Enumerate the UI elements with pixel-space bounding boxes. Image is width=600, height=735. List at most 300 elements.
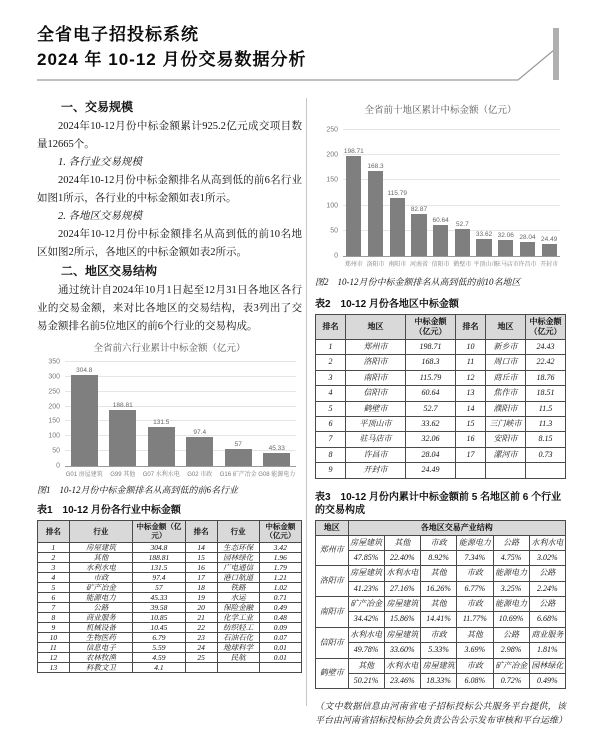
- region-industry-row: [316, 535, 566, 550]
- bar: [148, 427, 175, 466]
- section-heading-2: 二、地区交易结构: [61, 264, 158, 278]
- table-row: [38, 662, 302, 672]
- table-cell: 2: [316, 355, 346, 370]
- table-cell: 12: [456, 370, 486, 385]
- table-row: [38, 552, 302, 562]
- table-cell: [456, 463, 486, 478]
- percent-cell: 49.78%: [348, 643, 384, 658]
- column-header: 中标金额（亿元）: [259, 521, 301, 543]
- percent-cell: 0.49%: [529, 674, 565, 689]
- column-header: 中标金额（亿元）: [526, 315, 566, 340]
- region-industry-row: [316, 566, 566, 581]
- industry-cell: 公路: [493, 535, 529, 550]
- industry-cell: 房屋建筑: [421, 658, 457, 673]
- bar-value-label: 28.04: [519, 233, 536, 241]
- table-cell: 21: [185, 612, 217, 622]
- table-cell: 矿产冶金: [69, 582, 132, 592]
- table-cell: 16: [185, 562, 217, 572]
- table-row: [38, 562, 302, 572]
- bar: [71, 375, 98, 466]
- table-row: [38, 582, 302, 592]
- table-row: [38, 632, 302, 642]
- bar-slot: [495, 130, 517, 256]
- data-source-footnote: （文中数据信息由河南省电子招标投标公共服务平台提供，该平台由河南省招标投标协会负责公告公示发布审核和平台运维）: [315, 701, 568, 726]
- table-header-row: [316, 315, 566, 340]
- industry-cell: 能源电力: [493, 597, 529, 612]
- paragraph-region: 2024年10-12月份中标金额排名从高到低的前10名地区如图2所示，各地区的中标金额如表2所示。: [37, 229, 302, 258]
- column-header: 中标金额（亿元）: [406, 315, 456, 340]
- table-row: [316, 447, 566, 462]
- region-industry-row: [316, 597, 566, 612]
- bar-category-label: 鹤壁市: [453, 262, 472, 268]
- percent-cell: 18.33%: [421, 674, 457, 689]
- table-cell: 3: [38, 562, 70, 572]
- bar-category-label: 郑州市: [344, 262, 363, 268]
- bar: [346, 156, 361, 256]
- column-header: 排名: [456, 315, 486, 340]
- percent-cell: 22.40%: [384, 550, 420, 565]
- table-cell: 平顶山市: [346, 416, 406, 431]
- table-cell: 6.79: [133, 632, 186, 642]
- table-cell: 24.43: [526, 340, 566, 355]
- y-tick-label: 50: [330, 227, 338, 235]
- percent-cell: 14.41%: [421, 612, 457, 627]
- bar: [433, 225, 448, 256]
- table-cell: 14: [185, 542, 217, 552]
- column-divider: [306, 98, 307, 706]
- chart-title: 全省前六行业累计中标金额（亿元）: [93, 343, 246, 354]
- table-cell: 13: [38, 662, 70, 672]
- percent-cell: 3.25%: [493, 581, 529, 596]
- industry-cell: 公路: [529, 566, 565, 581]
- table-cell: 6: [316, 416, 346, 431]
- table-row: [38, 612, 302, 622]
- table-cell: 9: [316, 463, 346, 478]
- table-cell: 地球科学: [217, 642, 259, 652]
- industry-cell: 商业服务: [529, 627, 565, 642]
- table-cell: 22: [185, 622, 217, 632]
- table-cell: 化学工业: [217, 612, 259, 622]
- table-cell: 南阳市: [346, 370, 406, 385]
- percent-cell: 0.72%: [493, 674, 529, 689]
- table-cell: 能源电力: [69, 592, 132, 602]
- table-cell: 17: [185, 572, 217, 582]
- table-cell: 生物医药: [69, 632, 132, 642]
- bar-value-label: 131.5: [153, 418, 170, 426]
- percent-cell: 27.16%: [384, 581, 420, 596]
- table-cell: 信阳市: [346, 386, 406, 401]
- table-cell: 9: [38, 622, 70, 632]
- table-cell: 10: [456, 340, 486, 355]
- column-header: 排名: [316, 315, 346, 340]
- industry-cell: 市政: [457, 566, 493, 581]
- industry-cell: 房屋建筑: [348, 566, 384, 581]
- table-cell: 园林绿化: [217, 552, 259, 562]
- table-cell: 22.42: [526, 355, 566, 370]
- bar: [455, 229, 470, 256]
- industry-amount-table: [37, 520, 302, 673]
- bar: [520, 242, 535, 256]
- bars: [65, 362, 296, 466]
- bar-category-label: 驻马店市: [494, 262, 519, 268]
- industry-cell: 能源电力: [493, 566, 529, 581]
- table-cell: 23: [185, 632, 217, 642]
- table-cell: 市政: [69, 572, 132, 582]
- table-cell: 33.62: [406, 416, 456, 431]
- paragraph-scale: 2024年10-12月份中标金额累计925.2亿元成交项目数量12665个。: [37, 121, 302, 150]
- bar-slot: [408, 130, 430, 256]
- table-cell: 24: [185, 642, 217, 652]
- percent-cell: 47.85%: [348, 550, 384, 565]
- table-cell: 1.96: [259, 552, 301, 562]
- industry-cell: 房屋建筑: [384, 597, 420, 612]
- table-row: [38, 592, 302, 602]
- region-name-cell: 南阳市: [316, 597, 349, 628]
- region-name-cell: 鹤壁市: [316, 658, 349, 689]
- table-cell: 1.02: [259, 582, 301, 592]
- bar-category-label: G01 房屋建筑: [65, 472, 103, 478]
- region-industry-row: [316, 658, 566, 673]
- percent-cell: 15.86%: [384, 612, 420, 627]
- bar-category-label: G08 能源电力: [258, 472, 296, 478]
- y-tick-label: 0: [56, 462, 60, 470]
- region-industry-row: [316, 627, 566, 642]
- industry-bar-chart: [37, 340, 302, 478]
- table-cell: 许昌市: [346, 447, 406, 462]
- bar-value-label: 304.8: [76, 367, 93, 375]
- table-cell: 石油石化: [217, 632, 259, 642]
- table-cell: 生态环保: [217, 542, 259, 552]
- section-heading-1: 一、交易规模: [61, 100, 134, 114]
- bar-slot: [142, 362, 181, 466]
- table-row: [316, 463, 566, 478]
- bar-value-label: 60.64: [432, 217, 449, 225]
- table-cell: 198.71: [406, 340, 456, 355]
- industry-cell: 水利水电: [348, 627, 384, 642]
- column-header: 地区: [346, 315, 406, 340]
- paragraph-industry: 2024年10-12月份中标金额排名从高到低的前6名行业如图1所示，各行业的中标金额如表1所示。: [37, 175, 302, 204]
- table-cell: 商丘市: [486, 370, 526, 385]
- y-tick-label: 0: [334, 252, 338, 260]
- bar-slot: [473, 130, 495, 256]
- region-name-cell: 洛阳市: [316, 566, 349, 597]
- table-cell: 24.49: [406, 463, 456, 478]
- table-cell: [185, 662, 217, 672]
- table-cell: 农林牧渔: [69, 652, 132, 662]
- percent-cell: 16.26%: [421, 581, 457, 596]
- column-header: 地区: [316, 520, 349, 535]
- bar-value-label: 115.79: [387, 189, 407, 197]
- table-cell: 188.81: [133, 552, 186, 562]
- table-cell: 0.01: [259, 652, 301, 662]
- bar-category-label: G02 市政: [187, 472, 213, 478]
- table-cell: 16: [456, 432, 486, 447]
- table-cell: 信息电子: [69, 642, 132, 652]
- chart-plot-area: [326, 126, 560, 260]
- column-header: 各地区交易产业结构: [348, 520, 566, 535]
- table-cell: 1.21: [259, 572, 301, 582]
- bar-category-label: 洛阳市: [366, 262, 385, 268]
- table-cell: 60.64: [406, 386, 456, 401]
- table-cell: 10: [38, 632, 70, 642]
- table-row: [316, 401, 566, 416]
- table-row: [38, 602, 302, 612]
- bar-value-label: 168.3: [367, 163, 384, 171]
- bar: [368, 171, 383, 256]
- industry-cell: 水利水电: [384, 658, 420, 673]
- region-amount-table: [315, 314, 566, 479]
- table-cell: 20: [185, 602, 217, 612]
- table-row: [316, 432, 566, 447]
- table-header-row: [316, 520, 566, 535]
- table-cell: 25: [185, 652, 217, 662]
- chart-plot-area: [48, 358, 296, 470]
- industry-cell: 其他: [421, 566, 457, 581]
- bar-value-label: 33.62: [475, 231, 493, 239]
- subsection-heading-industry: 1. 各行业交易规模: [58, 157, 142, 168]
- column-header: 中标金额（亿元）: [133, 521, 186, 543]
- bar-category-label: 南阳市: [388, 262, 407, 268]
- industry-cell: 市政: [421, 627, 457, 642]
- y-tick-label: 100: [326, 202, 338, 210]
- region-industry-structure-table: [315, 520, 566, 690]
- page-title-line2: 2024 年 10-12 月份交易数据分析: [37, 50, 307, 69]
- table-cell: 安阳市: [486, 432, 526, 447]
- table-cell: 其他: [69, 552, 132, 562]
- region-percent-row: [316, 581, 566, 596]
- table-cell: 11.5: [526, 401, 566, 416]
- chart-category-axis: [343, 259, 560, 268]
- bar: [390, 198, 405, 256]
- industry-cell: 公路: [529, 597, 565, 612]
- table-row: [38, 572, 302, 582]
- region-bar-chart: [315, 102, 566, 268]
- bar-slot: [430, 130, 452, 256]
- table-cell: 18.76: [526, 370, 566, 385]
- bar-value-label: 188.81: [112, 401, 133, 409]
- table-cell: 28.04: [406, 447, 456, 462]
- table-cell: 5: [316, 401, 346, 416]
- industry-cell: 其他: [384, 535, 420, 550]
- industry-cell: 公路: [493, 627, 529, 642]
- table-cell: 0.48: [259, 612, 301, 622]
- table-cell: 7: [38, 602, 70, 612]
- table-cell: 10.85: [133, 612, 186, 622]
- table-cell: 3: [316, 370, 346, 385]
- table-cell: 11: [38, 642, 70, 652]
- bar-category-label: 开封市: [540, 262, 559, 268]
- table-cell: 新乡市: [486, 340, 526, 355]
- bar: [263, 453, 290, 466]
- table-cell: 民航: [217, 652, 259, 662]
- bar-slot: [365, 130, 387, 256]
- table-cell: 纺织轻工: [217, 622, 259, 632]
- column-header: 行业: [69, 521, 132, 543]
- bar-category-label: 信阳市: [431, 262, 450, 268]
- table-cell: 18.51: [526, 386, 566, 401]
- table3-title: 表3 10-12 月份内累计中标金额前 5 名地区前 6 个行业的交易构成: [315, 491, 562, 516]
- table-cell: 广电通信: [217, 562, 259, 572]
- table-row: [316, 355, 566, 370]
- bar-value-label: 45.33: [268, 444, 285, 452]
- bar-slot: [538, 130, 560, 256]
- table-cell: 32.06: [406, 432, 456, 447]
- y-tick-label: 200: [48, 403, 60, 411]
- table-cell: 5.59: [133, 642, 186, 652]
- industry-cell: 其他: [421, 597, 457, 612]
- table-row: [38, 652, 302, 662]
- table-cell: 5: [38, 582, 70, 592]
- bar: [109, 410, 136, 466]
- table-cell: 7: [316, 432, 346, 447]
- percent-cell: 7.34%: [457, 550, 493, 565]
- bar-slot: [517, 130, 539, 256]
- table-cell: 鹤壁市: [346, 401, 406, 416]
- percent-cell: 6.08%: [457, 674, 493, 689]
- bar-slot: [343, 130, 365, 256]
- table-cell: 开封市: [346, 463, 406, 478]
- bar-slot: [181, 362, 220, 466]
- percent-cell: 6.68%: [529, 612, 565, 627]
- table-cell: 水利水电: [69, 562, 132, 572]
- table-cell: 0.07: [259, 632, 301, 642]
- table-cell: 115.79: [406, 370, 456, 385]
- industry-cell: 矿产冶金: [348, 597, 384, 612]
- bar-slot: [65, 362, 104, 466]
- bar-slot: [258, 362, 297, 466]
- y-tick-label: 250: [48, 388, 60, 396]
- bar-slot: [452, 130, 474, 256]
- industry-cell: 市政: [421, 535, 457, 550]
- table-row: [316, 416, 566, 431]
- percent-cell: 3.02%: [529, 550, 565, 565]
- table-cell: 11.3: [526, 416, 566, 431]
- bar-category-label: 河南省: [409, 262, 428, 268]
- table-cell: 0.09: [259, 622, 301, 632]
- table-cell: 131.5: [133, 562, 186, 572]
- y-tick-label: 100: [48, 432, 60, 440]
- table-cell: 房屋建筑: [69, 542, 132, 552]
- percent-cell: 10.69%: [493, 612, 529, 627]
- bar-slot: [104, 362, 143, 466]
- bar: [186, 437, 213, 466]
- table-cell: 洛阳市: [346, 355, 406, 370]
- table-cell: 17: [456, 447, 486, 462]
- bar: [225, 449, 252, 466]
- percent-cell: 23.46%: [384, 674, 420, 689]
- table-header-row: [38, 521, 302, 543]
- table1-title: 表1 10-12 月份各行业中标金额: [37, 505, 181, 516]
- bar-value-label: 52.7: [456, 221, 469, 229]
- table-cell: 港口航道: [217, 572, 259, 582]
- industry-cell: 房屋建筑: [384, 627, 420, 642]
- column-header: 排名: [38, 521, 70, 543]
- table-cell: [217, 662, 259, 672]
- table-cell: 10.45: [133, 622, 186, 632]
- percent-cell: 1.81%: [529, 643, 565, 658]
- table-cell: 漯河市: [486, 447, 526, 462]
- region-percent-row: [316, 612, 566, 627]
- table-cell: 三门峡市: [486, 416, 526, 431]
- y-tick-label: 350: [48, 358, 60, 366]
- table-cell: 6: [38, 592, 70, 602]
- table-row: [316, 370, 566, 385]
- table-cell: 57: [133, 582, 186, 592]
- table-cell: 3.42: [259, 542, 301, 552]
- table-cell: 0.71: [259, 592, 301, 602]
- bar-category-label: G07 水利水电: [142, 472, 180, 478]
- industry-cell: 能源电力: [457, 535, 493, 550]
- table-cell: 12: [38, 652, 70, 662]
- region-percent-row: [316, 643, 566, 658]
- percent-cell: 34.42%: [348, 612, 384, 627]
- table-cell: 4: [316, 386, 346, 401]
- table-cell: 机械设备: [69, 622, 132, 632]
- bar-category-label: G16 矿产冶金: [219, 472, 257, 478]
- bar-category-label: 平顶山市: [473, 262, 498, 268]
- table-cell: 11: [456, 355, 486, 370]
- table-cell: 15: [456, 416, 486, 431]
- table-cell: 4: [38, 572, 70, 582]
- table-cell: 97.4: [133, 572, 186, 582]
- industry-cell: 市政: [457, 658, 493, 673]
- table-cell: 13: [456, 386, 486, 401]
- bar-slot: [219, 362, 258, 466]
- percent-cell: 2.98%: [493, 643, 529, 658]
- bars: [343, 130, 560, 256]
- region-percent-row: [316, 550, 566, 565]
- table-cell: 保险金融: [217, 602, 259, 612]
- table-cell: 1.79: [259, 562, 301, 572]
- bar-value-label: 32.06: [497, 231, 514, 239]
- bar-value-label: 198.71: [343, 147, 364, 155]
- bar: [476, 239, 491, 256]
- industry-cell: 园林绿化: [529, 658, 565, 673]
- table-cell: 8: [38, 612, 70, 622]
- table-cell: 商业服务: [69, 612, 132, 622]
- table-row: [38, 622, 302, 632]
- table-cell: 14: [456, 401, 486, 416]
- region-name-cell: 郑州市: [316, 535, 349, 566]
- table-cell: 铁路: [217, 582, 259, 592]
- column-header: 地区: [486, 315, 526, 340]
- industry-cell: 水利水电: [529, 535, 565, 550]
- bar-value-label: 97.4: [193, 429, 207, 437]
- industry-cell: 其他: [348, 658, 384, 673]
- table-cell: 0.49: [259, 602, 301, 612]
- table-cell: 0.73: [526, 447, 566, 462]
- table-cell: 304.8: [133, 542, 186, 552]
- table-cell: [526, 463, 566, 478]
- table-cell: 45.33: [133, 592, 186, 602]
- table-cell: 郑州市: [346, 340, 406, 355]
- region-percent-row: [316, 674, 566, 689]
- industry-cell: 市政: [457, 597, 493, 612]
- table-cell: 驻马店市: [346, 432, 406, 447]
- percent-cell: 3.69%: [457, 643, 493, 658]
- column-header: 行业: [217, 521, 259, 543]
- y-tick-label: 50: [52, 447, 60, 455]
- figure1-caption: 图1 10-12月份中标金额排名从高到低的前6名行业: [37, 485, 238, 495]
- y-tick-label: 150: [326, 176, 338, 184]
- percent-cell: 11.77%: [457, 612, 493, 627]
- bar-value-label: 24.49: [541, 235, 558, 243]
- table-cell: 周口市: [486, 355, 526, 370]
- table-cell: 8.15: [526, 432, 566, 447]
- percent-cell: 6.77%: [457, 581, 493, 596]
- percent-cell: 4.75%: [493, 550, 529, 565]
- table-cell: [486, 463, 526, 478]
